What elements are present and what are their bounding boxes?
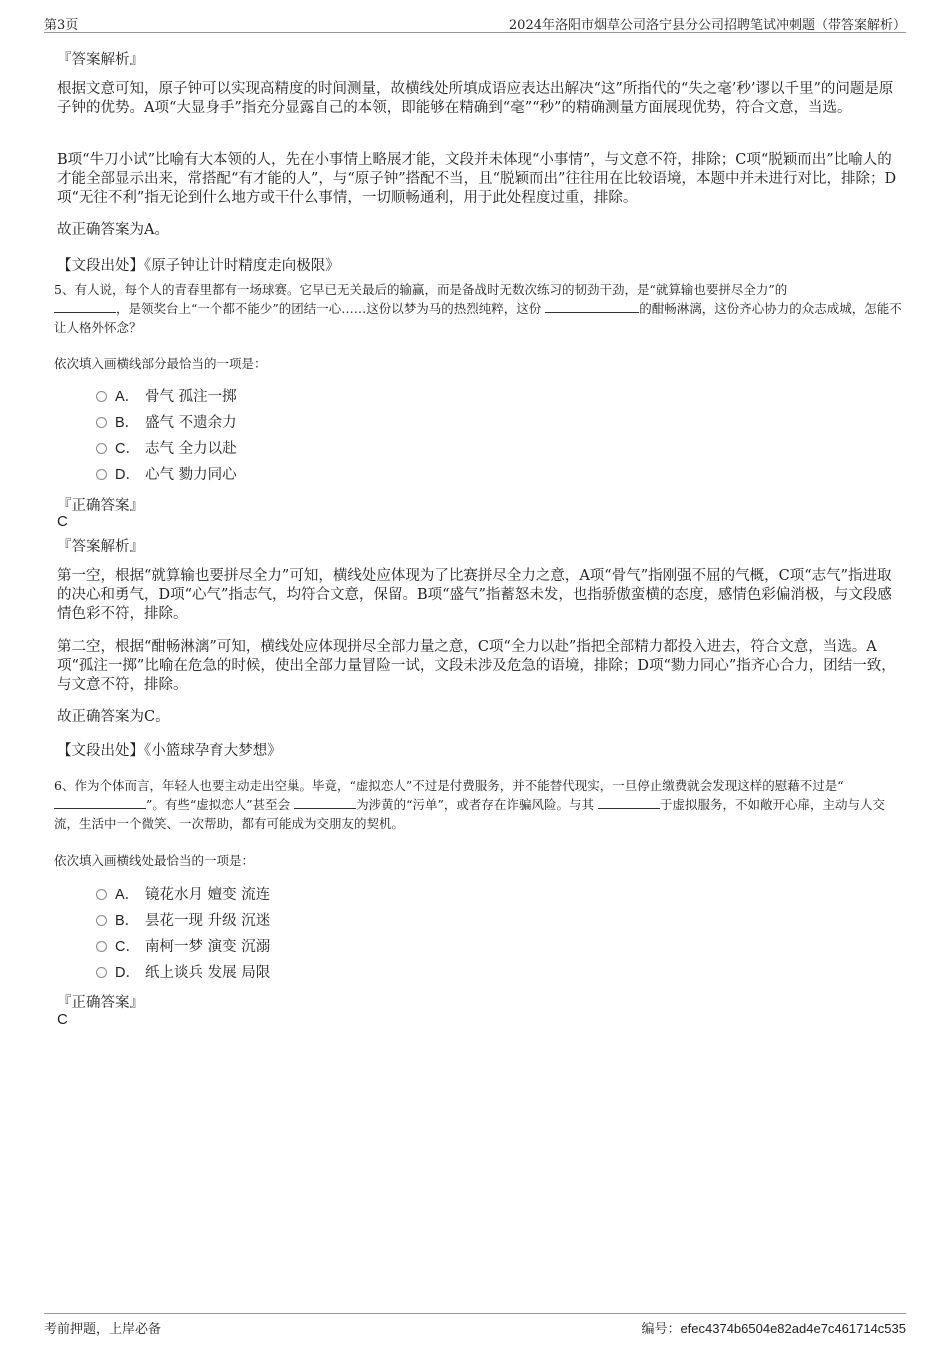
source-citation: 【文段出处】《原子钟让计时精度走向极限》 [57,258,340,274]
radio-icon[interactable] [96,469,107,480]
radio-icon[interactable] [96,915,107,926]
fill-blank [54,300,116,313]
radio-icon[interactable] [96,941,107,952]
analysis-paragraph: 根据文意可知，原子钟可以实现高精度的时间测量，故横线处所填成语应表达出解决“这”所指代的“失之毫’秒’谬以千里”的问题是原子钟的优势。A项“大显身手”指充分显露自己的本领，即能够在精确到“毫”“秒”的精确测量方面展现优势，符合文意，当选。 [57,81,894,116]
question-stem [54,776,904,833]
analysis-label: 『答案解析』 [57,539,144,555]
fill-blank [598,796,660,809]
option-c[interactable]: C． 志气 全力以赴 [96,439,237,459]
radio-icon[interactable] [96,443,107,454]
stem-text: 的酣畅淋漓，这份齐心协力的众志成城，怎能不让人格外怀念？ [54,301,902,335]
stem-text: 于虚拟服务，不如敞开心扉，主动与人交流，生活中一个微笑、一次帮助，都有可能成为交朋友的契机。 [54,797,885,831]
document-title: 2024年洛阳市烟草公司洛宁县分公司招聘笔试冲刺题（带答案解析） [508,18,906,33]
page-footer [44,1313,906,1337]
document-id: 编号：efec4374b6504e82ad4e7c461714c535 [641,1321,906,1336]
fill-blank [545,300,639,313]
page-number: 第3页 [44,18,79,33]
radio-icon[interactable] [96,889,107,900]
stem-text: ”。有些“虚拟恋人”甚至会 [146,797,291,812]
option-b[interactable]: B． 昙花一现 升级 沉迷 [96,911,270,931]
radio-icon[interactable] [96,391,107,402]
correct-answer-label: 『正确答案』 [57,498,144,514]
analysis-paragraph: 第一空，根据“就算输也要拼尽全力”可知，横线处应体现为了比赛拼尽全力之意，A项“骨气”指刚强不屈的气概，C项“志气”指进取的决心和勇气，D项“心气”指志气，均符合文意，保留。B项“盛气”指蓄怒未发，也指骄傲蛮横的态度，感情色彩偏消极，与文段感情色彩不符，排除。 [57,568,892,622]
option-d[interactable]: D． 心气 勠力同心 [96,465,237,485]
fill-blank [294,796,356,809]
option-b[interactable]: B． 盛气 不遗余力 [96,413,237,433]
option-a[interactable]: A． 镜花水月 嬗变 流连 [96,885,270,905]
option-a[interactable]: A． 骨气 孤注一掷 [96,387,237,407]
analysis-paragraph: B项“牛刀小试”比喻有大本领的人，先在小事情上略展才能，文段并未体现“小事情”，与文意不符，排除；C项“脱颖而出”比喻人的才能全部显示出来，常搭配“有才能的人”，与“原子钟”搭配不当，且“脱颖而出”往往用在比较语境，本题中并未进行对比，排除；D项“无往不利”指无论到什么地方或干什么事情，一切顺畅通利，用于此处程度过重，排除。 [57,152,897,206]
stem-text: 为涉黄的“污单”，或者存在诈骗风险。与其 [356,797,594,812]
stem-text: ，是领奖台上“一个都不能少”的团结一心……这份以梦为马的热烈纯粹，这份 [116,301,542,316]
analysis-paragraph: 第二空，根据“酣畅淋漓”可知，横线处应体现拼尽全部力量之意，C项“全力以赴”指把全部精力都投入进去，符合文意，当选。A项“孤注一掷”比喻在危急的时候，使出全部力量冒险一试，文段未涉及危急的语境，排除；D项“勠力同心”指齐心合力，团结一致，与文意不符，排除。 [57,639,896,693]
question-stem [54,280,904,337]
stem-text: 5、有人说，每个人的青春里都有一场球赛。它早已无关最后的输赢，而是备战时无数次练习的韧劲干劲，是“就算输也要拼尽全力”的 [54,282,788,297]
correct-answer-label: 『正确答案』 [57,995,144,1011]
conclusion: 故正确答案为C。 [57,709,170,725]
analysis-label: 『答案解析』 [57,52,144,68]
correct-answer: C [57,513,68,530]
page-header [44,12,906,33]
option-c[interactable]: C． 南柯一梦 演变 沉溺 [96,937,270,957]
source-citation: 【文段出处】《小篮球孕育大梦想》 [57,743,282,759]
stem-text: 6、作为个体而言，年轻人也要主动走出空巢。毕竟，“虚拟恋人”不过是付费服务，并不能替代现实，一旦停止缴费就会发现这样的慰藉不过是“ [54,778,844,793]
question-prompt: 依次填入画横线处最恰当的一项是： [54,853,255,868]
radio-icon[interactable] [96,417,107,428]
radio-icon[interactable] [96,967,107,978]
fill-blank [54,796,146,809]
question-prompt: 依次填入画横线部分最恰当的一项是： [54,356,267,371]
conclusion: 故正确答案为A。 [57,222,169,238]
correct-answer: C [57,1011,68,1028]
footer-slogan: 考前押题，上岸必备 [44,1322,162,1337]
option-d[interactable]: D． 纸上谈兵 发展 局限 [96,963,270,983]
